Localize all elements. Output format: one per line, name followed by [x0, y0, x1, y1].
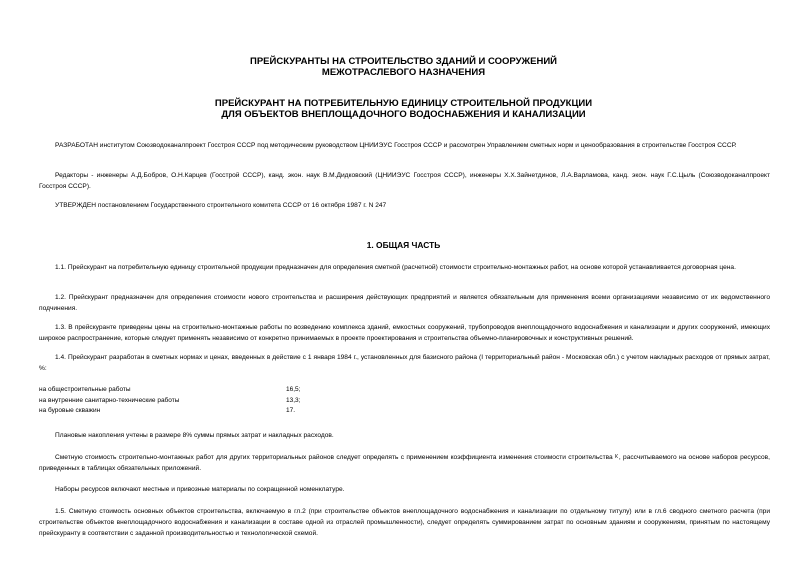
- paragraph-1-2: 1.2. Прейскурант предназначен для определения стоимости нового строительства и расширения действующих предприятий и является обязательным для применения всеми организациями независимо от их ведомственного подчинения.: [39, 294, 770, 312]
- rate-value: 16,5;: [286, 386, 301, 393]
- rate-row: [39, 396, 439, 407]
- paragraph-1-5: 1.5. Сметную стоимость основных объектов строительства, включаемую в гл.2 (при строительстве объектов внеплощадочного водоснабжения и канализации по отдельному титулу) или в гл.6 сводного сметного расчета (при строительстве объектов внеплощадочного водоснабжения и канализации в составе одной из отраслей промышленности), следует определять суммированием затрат по основным зданиям и сооружениям, принятым по настоящему прейскуранту в соответствии с заданной производительностью и технологической схемой.: [39, 508, 770, 537]
- paragraph-1-4: 1.4. Прейскурант разработан в сметных нормах и ценах, введенных в действие с 1 января 1984 г., установленных для базисного района (I территориальный район - Московская обл.) с учетом накладных расходов от прямых затрат, %:: [39, 354, 770, 372]
- rate-row: [39, 406, 439, 417]
- paragraph-1-1: 1.1. Прейскурант на потребительную единицу строительной продукции предназначен для определения сметной (расчетной) стоимости строительно-монтажных работ, на основе которой устанавливается договорная цена.: [55, 264, 736, 271]
- editors-paragraph: Редакторы - инженеры А.Д.Бобров, О.Н.Карцев (Госстрой СССР), канд. экон. наук В.М.Дидковский (ЦНИИЭУС Госстроя СССР), инженеры Х.Х.Зайнетдинов, Л.А.Варламова, канд. экон. наук Г.С.Цыль (Союзводоканалпроект Госстроя СССР).: [39, 172, 770, 190]
- rate-label: на буровые скважин: [39, 407, 101, 414]
- paragraph-1-3: 1.3. В прейскуранте приведены цены на строительно-монтажные работы по возведению комплекса зданий, емкостных сооружений, трубопроводов внеплощадочного водоснабжения и канализации и других сооружений, имеющих широкое распространение, которые следует применять независимо от конкретно принимаемых в проекте проектирования и строительства объемно-планировочных и конструктивных решений.: [39, 324, 770, 342]
- rate-value: 17.: [286, 407, 296, 414]
- overhead-rates-list: [39, 385, 439, 417]
- section-heading: 1. ОБЩАЯ ЧАСТЬ: [366, 240, 441, 250]
- rate-label: на общестроительные работы: [39, 386, 131, 393]
- document-title-line-2: МЕЖОТРАСЛЕВОГО НАЗНАЧЕНИЯ: [321, 67, 486, 78]
- resources-paragraph: Наборы ресурсов включают местные и привозные материалы по сокращенной номенклатуре.: [55, 486, 345, 493]
- approved-paragraph: УТВЕРЖДЕН постановлением Государственного строительного комитета СССР от 16 октября 1987 г. N 247: [55, 202, 387, 209]
- price-list-title-line-1: ПРЕЙСКУРАНТ НА ПОТРЕБИТЕЛЬНУЮ ЕДИНИЦУ СТРОИТЕЛЬНОЙ ПРОДУКЦИИ: [214, 98, 593, 109]
- coefficient-symbol: К: [614, 454, 619, 460]
- rate-row: [39, 385, 439, 396]
- rate-value: 13,3;: [286, 396, 301, 404]
- rate-label: на внутренние санитарно-технические работы: [39, 396, 180, 404]
- territorial-coefficient-paragraph: [39, 452, 770, 474]
- planned-savings-paragraph: Плановые накопления учтены в размере 8% суммы прямых затрат и накладных расходов.: [55, 432, 334, 439]
- territorial-text-end: , рассчитываемого на основе наборов ресурсов, приведенных в таблицах обязательных приложений.: [39, 454, 770, 472]
- developed-by-paragraph: РАЗРАБОТАН институтом Союзводоканалпроект Госстроя СССР под методическим руководством ЦНИИЭУС Госстроя СССР и рассмотрен Управлением сметных норм и ценообразования в строительстве Госстроя СССР.: [55, 142, 737, 149]
- price-list-title-line-2: ДЛЯ ОБЪЕКТОВ ВНЕПЛОЩАДОЧНОГО ВОДОСНАБЖЕНИЯ И КАНАЛИЗАЦИИ: [221, 109, 586, 120]
- document-title-line-1: ПРЕЙСКУРАНТЫ НА СТРОИТЕЛЬСТВО ЗДАНИЙ И СООРУЖЕНИЙ: [250, 56, 557, 67]
- territorial-text-start: Сметную стоимость строительно-монтажных работ для других территориальных районов следует определять с применением коэффициента изменения стоимости строительства: [55, 454, 613, 461]
